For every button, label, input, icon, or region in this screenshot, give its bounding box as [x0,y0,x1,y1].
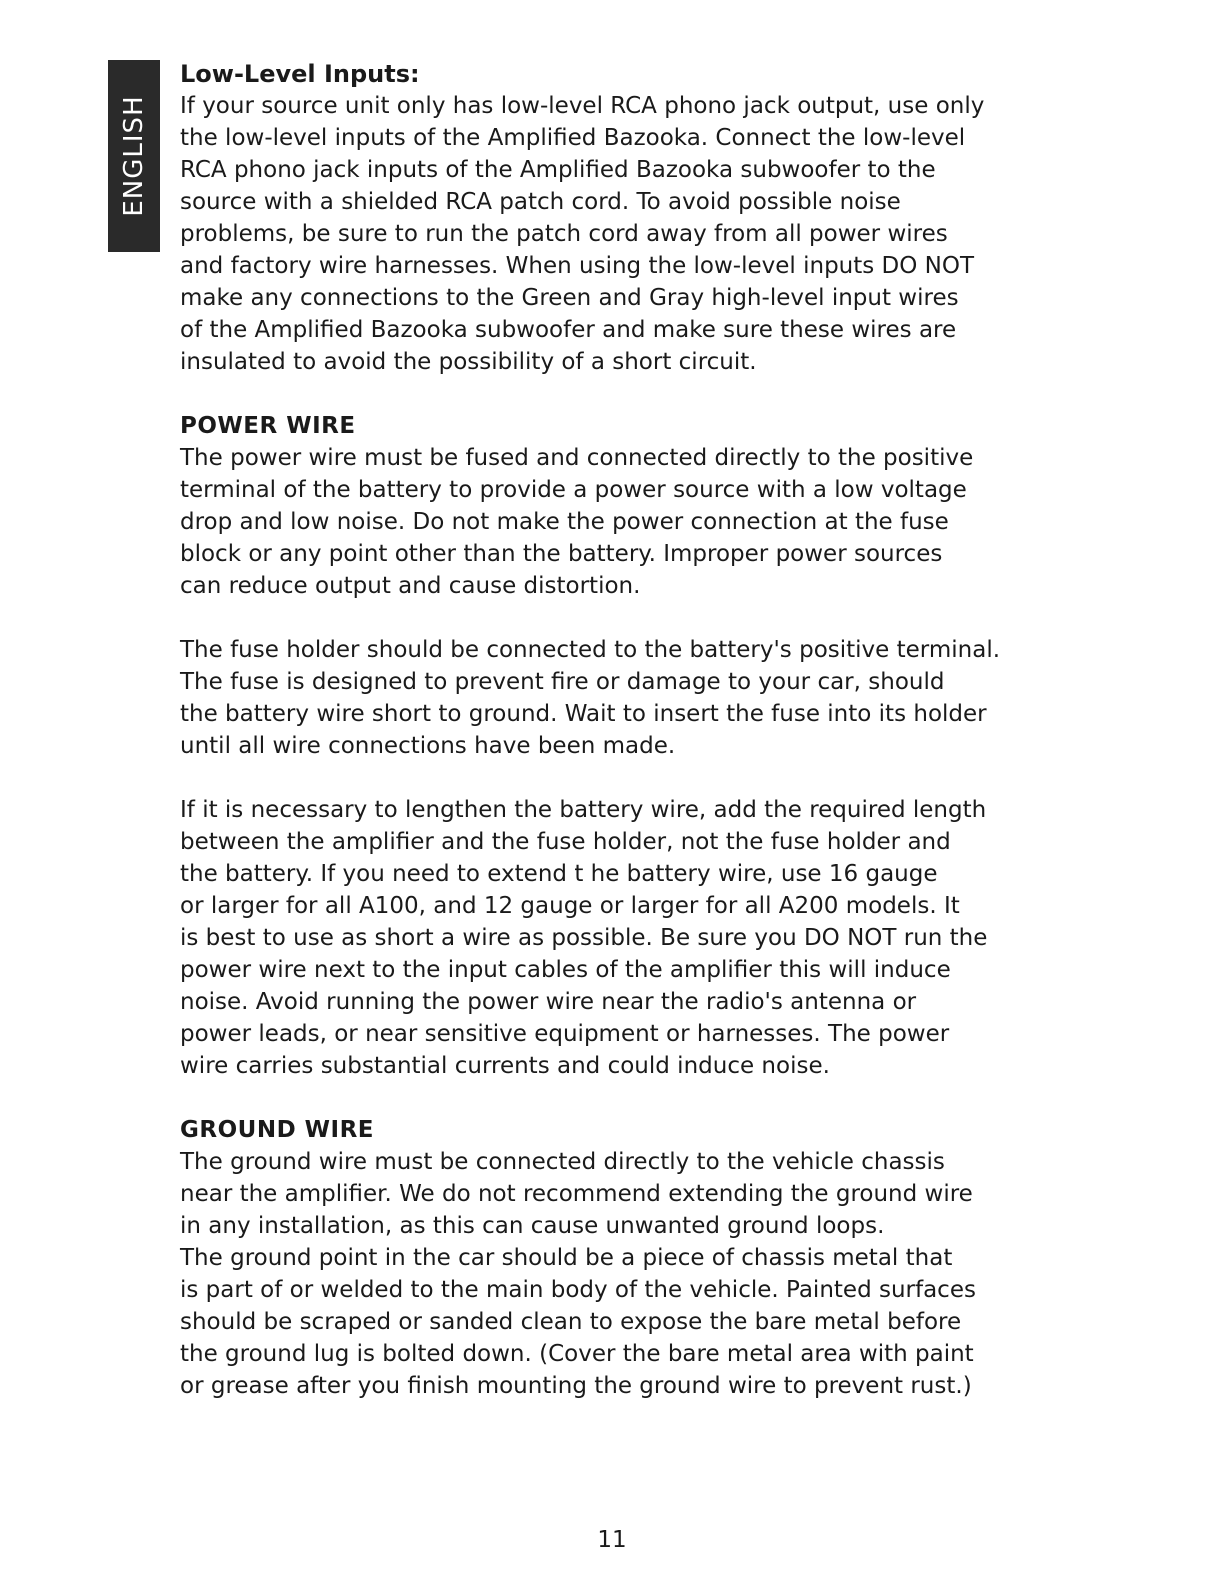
page-content [180,58,1060,1402]
low-level-inputs-heading: Low-Level Inputs: [180,60,420,88]
language-tab [108,60,160,252]
paragraph-spacer [180,602,1060,634]
section-spacer [180,378,1060,410]
ground-wire-heading: GROUND WIRE [180,1117,375,1143]
ground-wire-section [180,1114,1060,1402]
power-wire-section [180,410,1060,1082]
power-wire-paragraph-3: If it is necessary to lengthen the battery wire, add the required length between the amplifier and the fuse holder, not the fuse holder and the battery. If you need to extend t he battery wire, use 16 gauge or larger for all A100, and 12 gauge or larger for all A200 models. It is best to use as short a wire as possible. Be sure you DO NOT run the power wire next to the input cables of the amplifier this will induce noise. Avoid running the power wire near the radio's antenna or power leads, or near sensitive equipment or harnesses. The power wire carries substantial currents and could induce noise. [180,797,988,1079]
power-wire-paragraph-2: The fuse holder should be connected to the battery's positive terminal. The fuse is designed to prevent fire or damage to your car, should the battery wire short to ground. Wait to insert the fuse into its holder until all wire connections have been made. [180,637,1001,759]
power-wire-heading: POWER WIRE [180,413,356,439]
ground-wire-paragraph: The ground wire must be connected directly to the vehicle chassis near the amplifier. We do not recommend extending the ground wire in any installation, as this can cause unwanted ground loops. The ground point in the car should be a piece of chassis metal that is part of or welded to the main body of the vehicle. Painted surfaces should be scraped or sanded clean to expose the bare metal before the ground lug is bolted down. (Cover the bare metal area with paint or grease after you finish mounting the ground wire to prevent rust.) [180,1149,976,1399]
power-wire-paragraph-1: The power wire must be fused and connected directly to the positive terminal of the battery to provide a power source with a low voltage drop and low noise. Do not make the power connection at the fuse block or any point other than the battery. Improper power sources can reduce output and cause distortion. [180,445,974,599]
section-spacer [180,1082,1060,1114]
low-level-inputs-paragraph: If your source unit only has low-level RCA phono jack output, use only the low-level inputs of the Amplified Bazooka. Connect the low-level RCA phono jack inputs of the Amplified Bazooka subwoofer to the source with a shielded RCA patch cord. To avoid possible noise problems, be sure to run the patch cord away from all power wires and factory wire harnesses. When using the low-level inputs DO NOT make any connections to the Green and Gray high-level input wires of the Amplified Bazooka subwoofer and make sure these wires are insulated to avoid the possibility of a short circuit. [180,93,985,375]
language-tab-label: ENGLISH [119,95,149,217]
page-number: 11 [597,1527,627,1553]
low-level-inputs-section [180,58,1060,378]
paragraph-spacer [180,762,1060,794]
